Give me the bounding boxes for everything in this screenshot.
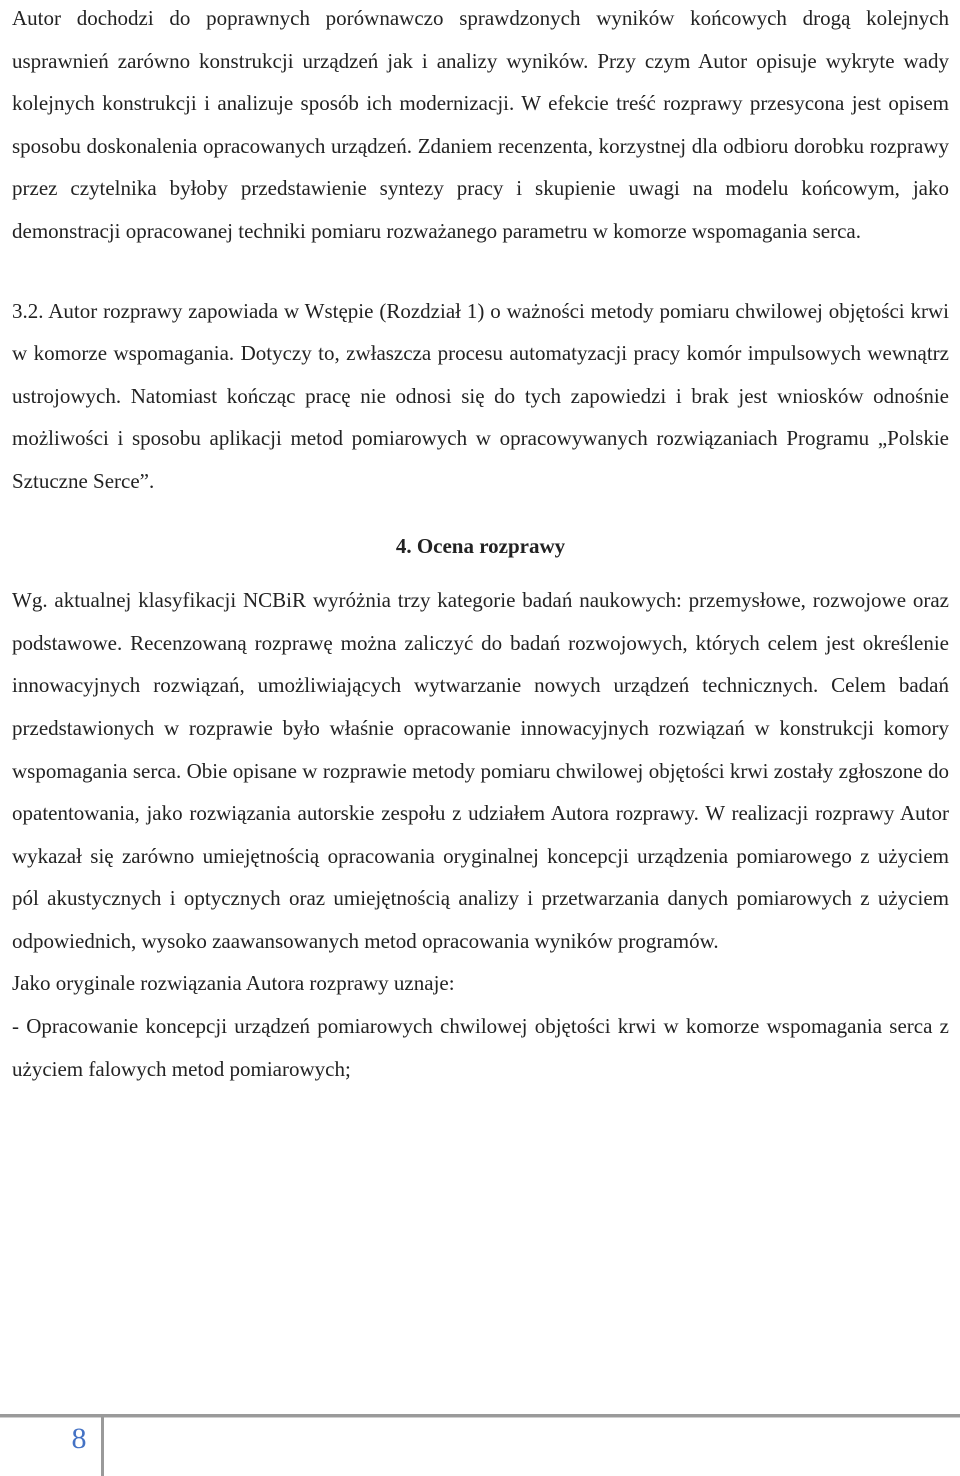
document-body — [12, 0, 949, 1090]
paragraph-ocena: Wg. aktualnej klasyfikacji NCBiR wyróżnia trzy kategorie badań naukowych: przemysłowe, rozwojowe oraz podstawowe. Recenzowaną rozprawę można zaliczyć do badań rozwojowych, których celem jest określenie innowacyjnych rozwiązań, umożliwiających wytwarzanie nowych urządzeń technicznych. Celem badań przedstawionych w rozprawie było właśnie opracowanie innowacyjnych rozwiązań w konstrukcji komory wspomagania serca. Obie opisane w rozprawie metody pomiaru chwilowej objętości krwi zostały zgłoszone do opatentowania, jako rozwiązania autorskie zespołu z udziałem Autora rozprawy. W realizacji rozprawy Autor wykazał się zarówno umiejętnością opracowania oryginalnej koncepcji urządzenia pomiarowego z użyciem pól akustycznych i optycznych oraz umiejętnością analizy i przetwarzania danych pomiarowych z użyciem odpowiednich, wysoko zaawansowanych metod opracowania wyników programów. — [12, 588, 949, 953]
paragraph-original-solutions-intro: Jako oryginale rozwiązania Autora rozprawy uznaje: — [12, 971, 455, 996]
page-number: 8 — [71, 1422, 87, 1455]
section-heading-ocena: 4. Ocena rozprawy — [395, 533, 566, 558]
paragraph-intro: Autor dochodzi do poprawnych porównawczo sprawdzonych wyników końcowych drogą kolejnych usprawnień zarówno konstrukcji urządzeń jak i analizy wyników. Przy czym Autor opisuje wykryte wady kolejnych konstrukcji i analizuje sposób ich modernizacji. W efekcie treść rozprawy przesycona jest opisem sposobu doskonalenia opracowanych urządzeń. Zdaniem recenzenta, korzystnej dla odbioru dorobku rozprawy przez czytelnika byłoby przedstawienie syntezy pracy i skupienie uwagi na modelu końcowym, jako demonstracji opracowanej techniki pomiaru rozważanego parametru w komorze wspomagania serca. — [12, 6, 949, 243]
list-item: - Opracowanie koncepcji urządzeń pomiarowych chwilowej objętości krwi w komorze wspomagania serca z użyciem falowych metod pomiarowych; — [12, 1014, 949, 1081]
paragraph-section-3-2: 3.2. Autor rozprawy zapowiada w Wstępie (Rozdział 1) o ważności metody pomiaru chwilowej objętości krwi w komorze wspomagania. Dotyczy to, zwłaszcza procesu automatyzacji pracy komór impulsowych wewnątrz ustrojowych. Natomiast kończąc pracę nie odnosi się do tych zapowiedzi i brak jest wniosków odnośnie możliwości i sposobu aplikacji metod pomiarowych w opracowywanych rozwiązaniach Programu „Polskie Sztuczne Serce”. — [12, 298, 949, 493]
footer-rule — [0, 1414, 960, 1418]
